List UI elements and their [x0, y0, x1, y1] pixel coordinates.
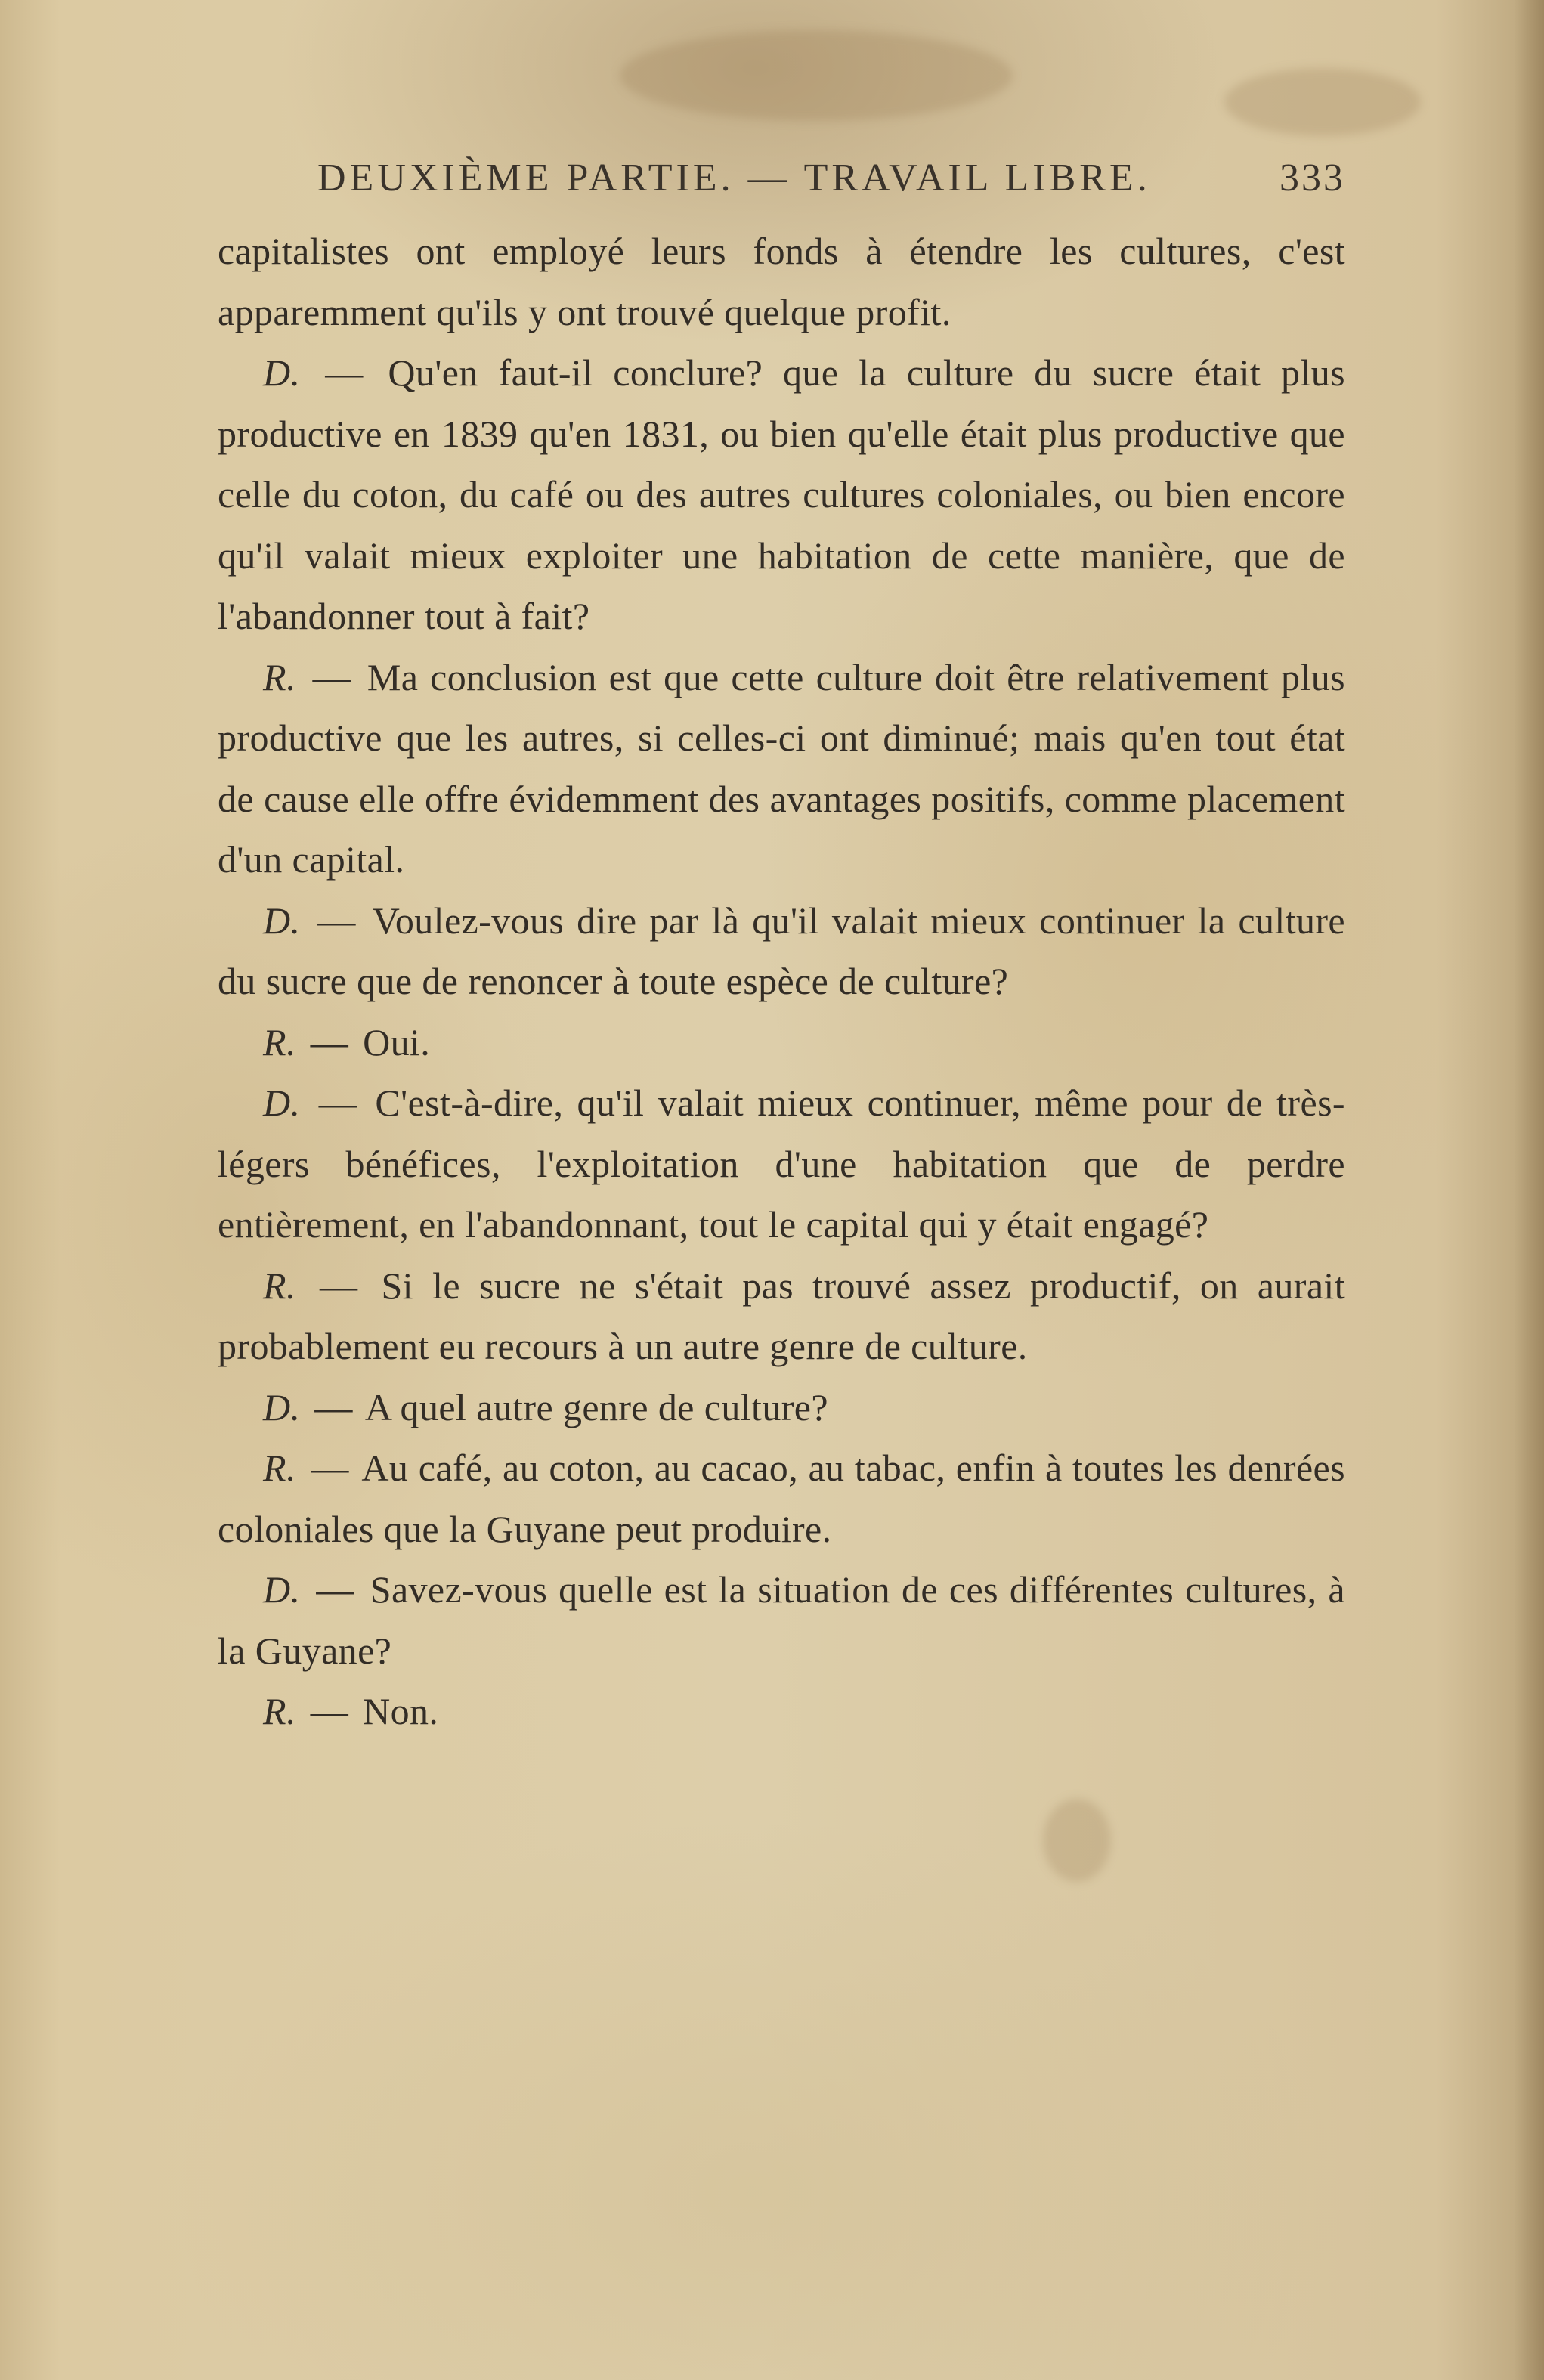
em-dash: — [316, 1568, 354, 1611]
dialogue-paragraph [218, 342, 1345, 647]
page-number: 333 [1279, 156, 1345, 200]
dialogue-paragraph [218, 1681, 1345, 1742]
page-header [317, 156, 1345, 209]
dialogue-paragraph [218, 1377, 1345, 1438]
em-dash: — [314, 1385, 353, 1428]
paragraph-text: Au café, au coton, au cacao, au tabac, enfin à toutes les denrées coloniales que la Guyane peut produire. [218, 1447, 1345, 1550]
em-dash: — [310, 1690, 349, 1732]
em-dash: — [310, 1020, 349, 1063]
paragraph-text: Si le sucre ne s'était pas trouvé assez productif, on aurait probablement eu recours à un autre genre de culture. [218, 1264, 1345, 1367]
dialogue-paragraph [218, 890, 1345, 1012]
page-edge-shadow [1514, 0, 1544, 2380]
em-dash: — [311, 1447, 349, 1489]
dialogue-paragraph [218, 1072, 1345, 1255]
paragraph-text: capitalistes ont employé leurs fonds à étendre les cultures, c'est apparemment qu'ils y ont trouvé quelque profit. [218, 230, 1345, 333]
paragraph-text: Qu'en faut-il conclure? que la culture du sucre était plus productive en 1839 qu'en 1831, ou bien qu'elle était plus productive que celle du coton, du café ou des autres cultures coloniales, ou bien encore qu'il valait mieux exploiter une habitation de cette manière, que de l'abandonner tout à fait? [218, 351, 1345, 637]
speaker-label: R. [263, 1020, 296, 1063]
paragraph-text: A quel autre genre de culture? [364, 1385, 828, 1428]
dialogue-paragraph [218, 1438, 1345, 1559]
paper-stain [620, 30, 1013, 121]
speaker-label: D. [263, 1568, 301, 1611]
em-dash: — [317, 899, 356, 942]
speaker-label: R. [263, 1690, 296, 1732]
em-dash: — [318, 1082, 357, 1124]
speaker-label: D. [263, 1082, 301, 1124]
paper-stain [1043, 1799, 1111, 1882]
speaker-label: D. [263, 1385, 301, 1428]
paragraph-text: Non. [363, 1690, 439, 1732]
body-text [218, 221, 1345, 1742]
em-dash: — [325, 351, 364, 394]
speaker-label: R. [263, 1264, 296, 1307]
dialogue-paragraph [218, 1255, 1345, 1377]
running-head: DEUXIÈME PARTIE. — TRAVAIL LIBRE. [317, 156, 1151, 200]
paragraph-text: Voulez-vous dire par là qu'il valait mieux continuer la culture du sucre que de renoncer à toute espèce de culture? [218, 899, 1345, 1002]
paragraph [218, 221, 1345, 342]
paragraph-text: C'est-à-dire, qu'il valait mieux continuer, même pour de très-légers bénéfices, l'exploitation d'une habitation que de perdre entièrement, en l'abandonnant, tout le capital qui y était engagé? [218, 1082, 1345, 1246]
speaker-label: D. [263, 351, 301, 394]
em-dash: — [312, 655, 351, 698]
paper-stain [1224, 68, 1421, 136]
dialogue-paragraph [218, 1012, 1345, 1073]
paragraph-text: Savez-vous quelle est la situation de ces différentes cultures, à la Guyane? [218, 1568, 1346, 1672]
paragraph-text: Ma conclusion est que cette culture doit être relativement plus productive que les autres, si celles-ci ont diminué; mais qu'en tout état de cause elle offre évidemment des avantages positifs, comme placement d'un capital. [218, 655, 1346, 881]
speaker-label: R. [263, 1447, 296, 1489]
speaker-label: D. [263, 899, 301, 942]
paragraph-text: Oui. [363, 1020, 431, 1063]
speaker-label: R. [263, 655, 296, 698]
dialogue-paragraph [218, 1559, 1345, 1681]
em-dash: — [319, 1264, 358, 1307]
dialogue-paragraph [218, 647, 1345, 890]
